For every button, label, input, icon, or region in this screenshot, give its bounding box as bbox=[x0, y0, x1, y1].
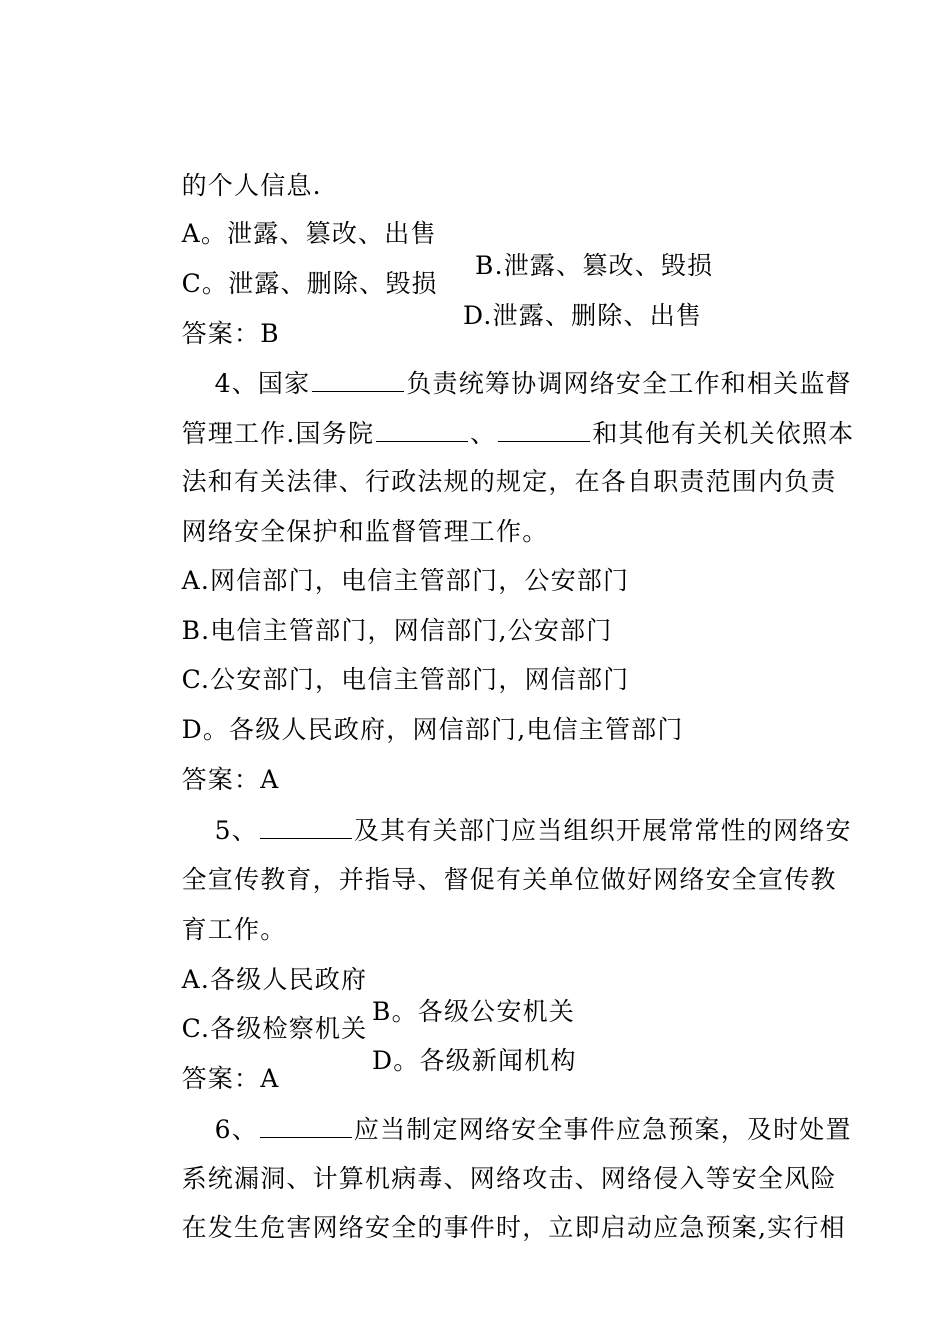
text-segment: 负责统筹协调网络安全工作和相关监督 bbox=[406, 369, 852, 398]
option-c: C.各级检察机关 bbox=[181, 1014, 368, 1043]
answer-text: 答案：B bbox=[181, 319, 280, 348]
text-segment: 4、国家 bbox=[214, 369, 311, 398]
option-d: D.泄露、删除、出售 bbox=[463, 301, 703, 330]
text-segment: 的个人信息. bbox=[181, 171, 322, 200]
text-segment: 育工作。 bbox=[181, 915, 287, 944]
question-line bbox=[145, 1180, 846, 1276]
text-segment: 6、 bbox=[214, 1115, 258, 1144]
option-a: A.各级人民政府 bbox=[181, 965, 368, 994]
text-segment: 法和有关法律、行政法规的规定，在各自职责范围内负责 bbox=[181, 467, 837, 496]
text-segment: 网络安全保护和监督管理工作。 bbox=[181, 517, 549, 546]
text-segment: 管理工作.国务院 bbox=[181, 419, 375, 448]
text-segment: 应当制定网络安全事件应急预案，及时处置 bbox=[353, 1115, 852, 1144]
answer-text: 答案：A bbox=[181, 1064, 280, 1093]
option-a: A。泄露、篡改、出售 bbox=[181, 219, 437, 248]
text-segment: 系统漏洞、计算机病毒、网络攻击、网络侵入等安全风险 bbox=[181, 1164, 837, 1193]
option-d: D。各级新闻机构 bbox=[372, 1046, 577, 1075]
option-c: C.公安部门，电信主管部门，网信部门 bbox=[181, 665, 630, 694]
text-segment: 全宣传教育，并指导、督促有关单位做好网络安全宣传教 bbox=[181, 865, 837, 894]
text-segment: 在发生危害网络安全的事件时，立即启动应急预案,实行相 bbox=[181, 1213, 846, 1242]
text-segment: 及其有关部门应当组织开展常常性的网络安 bbox=[353, 816, 852, 845]
text-segment: 、 bbox=[470, 419, 497, 448]
option-c: C。泄露、删除、毁损 bbox=[181, 269, 438, 298]
answer-text: 答案：A bbox=[181, 765, 280, 794]
option-b: B.电信主管部门，网信部门,公安部门 bbox=[181, 616, 613, 645]
option-b: B。各级公安机关 bbox=[372, 997, 575, 1026]
text-segment: 5、 bbox=[214, 816, 258, 845]
option-a: A.网信部门，电信主管部门，公安部门 bbox=[181, 566, 630, 595]
option-d: D。各级人民政府，网信部门,电信主管部门 bbox=[181, 715, 684, 744]
option-b: B.泄露、篡改、毁损 bbox=[475, 251, 714, 280]
text-segment: 和其他有关机关依照本 bbox=[592, 419, 855, 448]
